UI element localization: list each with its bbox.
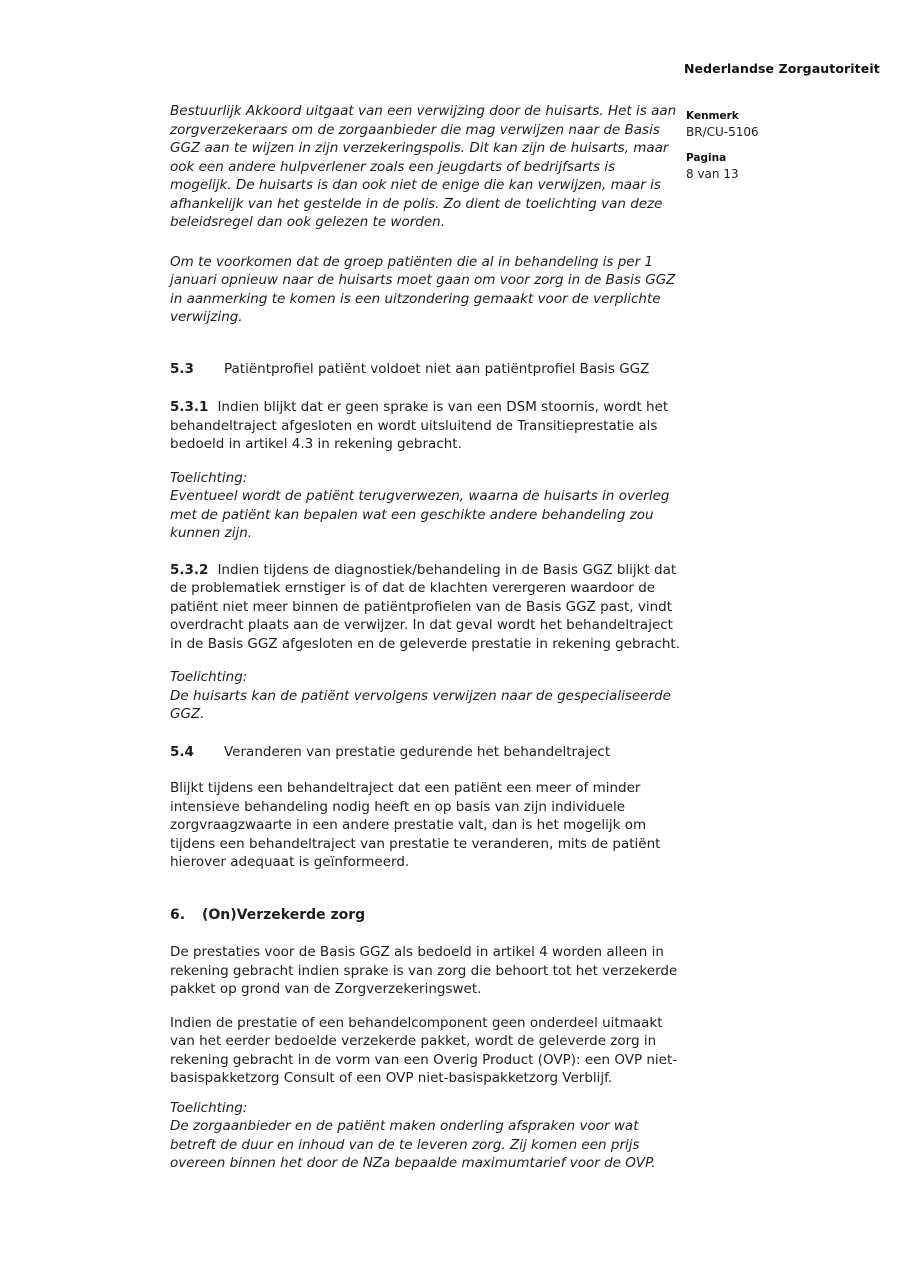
section-title-5-3: Patiëntprofiel patiënt voldoet niet aan patiëntprofiel Basis GGZ: [224, 360, 650, 377]
document-body: [170, 102, 680, 1173]
paragraph-de-prestaties: De prestaties voor de Basis GGZ als bedoeld in artikel 4 worden alleen in rekening gebracht indien sprake is van zorg die behoort tot het verzekerde pakket op grond van de Zorgverzekeringswet.: [170, 944, 678, 997]
clause-number-5-3-1: 5.3.1: [170, 399, 209, 415]
section-title-6: (On)Verzekerde zorg: [202, 906, 366, 923]
toelichting-block-2: [170, 668, 680, 724]
toelichting-block-3: [170, 1099, 680, 1173]
clause-number-5-3-2: 5.3.2: [170, 561, 209, 578]
toelichting-text: De zorgaanbieder en de patiënt maken onderling afspraken voor wat betreft de duur en inhoud van de te leveren zorg. Zij komen een prijs overeen binnen het door de NZa bepaalde maximumtarief voor de OVP.: [170, 1118, 656, 1171]
pagina-label: Pagina: [686, 152, 727, 164]
clause-text-5-3-1: Indien blijkt dat er geen sprake is van een DSM stoornis, wordt het behandeltraject afgesloten en wordt uitsluitend de Transitieprestatie als bedoeld in artikel 4.3 in rekening gebracht.: [170, 399, 669, 452]
paragraph-5-3-2: [170, 561, 680, 654]
section-number-5-3: 5.3: [170, 360, 194, 377]
paragraph-indien-de-prestatie: Indien de prestatie of een behandelcomponent geen onderdeel uitmaakt van het eerder bedoelde verzekerde pakket, wordt de geleverde zorg in rekening gebracht in de vorm van een Overig Product (OVP): een OVP niet-basispakketzorg Consult of een OVP niet-basispakketzorg Verblijf.: [170, 1014, 678, 1086]
section-number-5-4: 5.4: [170, 743, 194, 760]
document-meta: [686, 110, 876, 181]
section-number-6: 6.: [170, 906, 186, 923]
section-heading-6: [170, 906, 680, 925]
toelichting-label: Toelichting:: [170, 469, 248, 486]
section-title-5-4: Veranderen van prestatie gedurende het behandeltraject: [224, 743, 611, 760]
kenmerk-label: Kenmerk: [686, 110, 739, 122]
toelichting-label: Toelichting:: [170, 669, 248, 685]
pagina-value: 8 van 13: [686, 167, 739, 181]
org-brand: Nederlandse Zorgautoriteit: [684, 61, 880, 76]
toelichting-text: Eventueel wordt de patiënt terugverwezen, waarna de huisarts in overleg met de patiënt kan bepalen wat een geschikte andere behandeling zou kunnen zijn.: [170, 488, 670, 541]
clause-text-5-3-2: Indien tijdens de diagnostiek/behandeling in de Basis GGZ blijkt dat de problematiek ernstiger is of dat de klachten verergeren waardoor de patiënt niet meer binnen de patiëntprofielen van de Basis GGZ past, vindt overdracht plaats aan de verwijzer. In dat geval wordt het behandeltraject in de Basis GGZ afgesloten en de geleverde prestatie in rekening gebracht.: [170, 561, 681, 652]
pagina-group: [686, 152, 876, 181]
toelichting-text: De huisarts kan de patiënt vervolgens verwijzen naar de gespecialiseerde GGZ.: [170, 687, 671, 722]
section-heading-5-4: [170, 743, 680, 762]
toelichting-label: Toelichting:: [170, 1099, 248, 1116]
paragraph-om-te-voorkomen: Om te voorkomen dat de groep patiënten die al in behandeling is per 1 januari opnieuw naar de huisarts moet gaan om voor zorg in de Basis GGZ in aanmerking te komen is een uitzondering gemaakt voor de verplichte verwijzing.: [170, 253, 676, 325]
toelichting-block-1: [170, 469, 680, 543]
kenmerk-value: BR/CU-5106: [686, 125, 759, 139]
kenmerk-group: [686, 110, 876, 139]
paragraph-bestuurlijk-akkoord: Bestuurlijk Akkoord uitgaat van een verwijzing door de huisarts. Het is aan zorgverzekeraars om de zorgaanbieder die mag verwijzen naar de Basis GGZ aan te wijzen in zijn verzekeringspolis. Dit kan zijn de huisarts, maar ook een andere hulpverlener zoals een jeugdarts of bedrijfsarts is mogelijk. De huisarts is dan ook niet de enige die kan verwijzen, maar is afhankelijk van het gestelde in de polis. Zo dient de toelichting van deze beleidsregel dan ook gelezen te worden.: [170, 103, 677, 230]
section-heading-5-3: [170, 360, 680, 379]
paragraph-5-3-1: [170, 398, 680, 454]
paragraph-blijkt-tijdens: Blijkt tijdens een behandeltraject dat een patiënt een meer of minder intensieve behandeling nodig heeft en op basis van zijn individuele zorgvraagzwaarte in een andere prestatie valt, dan is het mogelijk om tijdens een behandeltraject van prestatie te veranderen, mits de patiënt hierover adequaat is geïnformeerd.: [170, 780, 661, 870]
